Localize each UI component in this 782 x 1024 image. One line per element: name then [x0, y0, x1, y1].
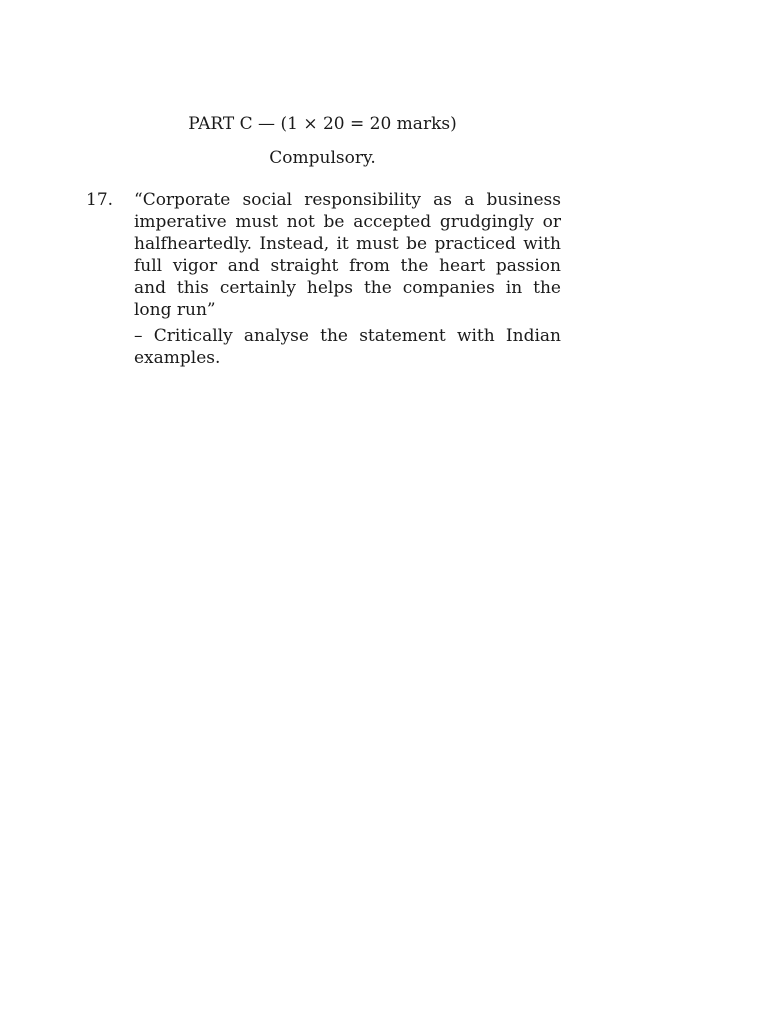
question-instruction: – Critically analyse the statement with Indian examples. [134, 326, 561, 368]
question-text: “Corporate social responsibility as a business imperative must not be accepted grudgingly or halfheartedly. Instead, it must be practiced with full vigor and straight from the heart passion and this certainly helps the companies in the long run” [134, 190, 561, 320]
part-heading: PART C — (1 × 20 = 20 marks) [188, 114, 457, 134]
question-number: 17. [86, 190, 114, 210]
section-note: Compulsory. [269, 148, 376, 168]
